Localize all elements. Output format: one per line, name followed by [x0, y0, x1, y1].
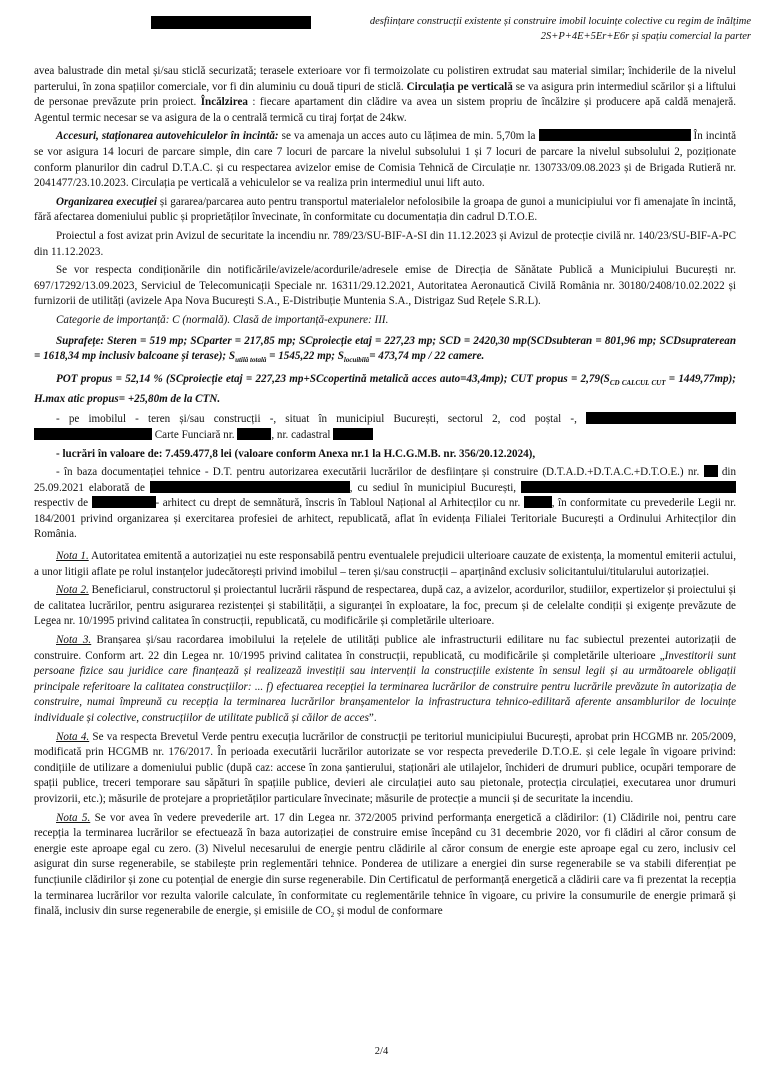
paragraph-property [34, 412, 736, 443]
text: și modul de conformare [334, 905, 443, 918]
redaction-block [237, 428, 271, 440]
text: ”. [368, 712, 377, 724]
paragraph-category: Categorie de importanță: C (normală). Clasă de importanță-expunere: III. [56, 313, 389, 326]
text: Autoritatea emitentă a autorizației nu este responsabilă pentru eventualele prejudicii ulterioare cauzate de existența, la momentul emiterii actului, a unor litigii aflate pe rolul instanțelor judecătorești privind imobilul – teren și/sau construcții – aparținând exclusiv solicitantului/titularului autorizației. [34, 550, 736, 578]
header-line-2: 2S+P+4E+5Er+E6r și spațiu comercial la parter [540, 31, 751, 42]
text: Beneficiarul, constructorul și proiectantul lucrării răspund de respectarea, după caz, a avizelor, acordurilor, studiilor, expertizelor și proiectului și de calitatea lucrărilor, pentru asigurarea rezistenței și stabilității, a siguranței în exploatare, la foc, precum și de celelalte condiții și exigențe prevăzute de Legea nr. 10/1995 privind calitatea în construcții, republicată, cu modificările și completările ulterioare. [34, 584, 736, 628]
paragraph-documentation [34, 465, 736, 543]
text: - arhitect cu drept de semnătură, înscris în Tabloul Național al Arhitecților cu nr. [155, 497, 521, 510]
note-label: Nota 5. [56, 811, 91, 824]
document-body [34, 64, 736, 927]
redaction-block [539, 129, 691, 141]
note-5 [34, 811, 736, 924]
page-header [151, 14, 751, 44]
redaction-block [150, 481, 350, 493]
note-1 [34, 549, 736, 580]
redaction-block [521, 481, 736, 493]
text: : fiecare apartament din clădire va avea un sistem propriu de încălzire și producere apă caldă menajeră. Agentul termic necesar se va asigura de la o centrală termică cu tiraj forțat de 24kw. [34, 96, 736, 124]
text: - pe imobilul - teren și/sau construcții -, situat în municipiul București, sectorul 2, cod poștal -, [56, 413, 577, 426]
text: avea balustrade din metal și/sau sticlă securizată; terasele exterioare vor fi termoizolate cu polistiren extrudat sau material similar; închiderile de la nivelul parterului, în zona spațiilor comerciale, vor fi din aluminiu cu două tipuri de sticlă. [34, 65, 736, 93]
note-label: Nota 1. [56, 550, 89, 563]
note-label: Nota 2. [56, 584, 89, 597]
text: = 1449,77mp); H.max atic propus= +25,80m de la CTN. [34, 372, 736, 405]
text: În incintă se vor asigura 14 locuri de parcare simple, din care 7 locuri de parcare la nivelul subsolului 1 și 7 locuri de parcare la nivelul subsolului 2, poziționate conform planurilor din cadrul D.T.A.C. și cu respectarea avizelor emise de Comisia Tehnică de Circulație nr. 130733/09.08.2023 și de Brigada Rutieră nr. 2041477/23.10.2023. Circulația pe verticală a vehiculelor se va realiza prin intermediul unui lift auto. [34, 130, 736, 190]
text: , nr. cadastral [271, 428, 331, 441]
paragraph-site-organisation [34, 195, 736, 226]
text: - în baza documentației tehnice - D.T. pentru autorizarea executării lucrărilor de desființare și construire (D.T.A.D.+D.T.A.C.+D.T.O.E.) nr. [56, 466, 700, 479]
redaction-block [333, 428, 373, 440]
subscript: locuibilă [343, 356, 370, 365]
text: respectiv de [34, 497, 89, 510]
note-label: Nota 3. [56, 634, 92, 647]
paragraph-areas [34, 334, 736, 369]
redaction-block [704, 465, 718, 477]
header-line-1: desființare construcții existente și construire imobil locuințe colective cu regim de înălțime [369, 16, 751, 27]
text: Branșarea și/sau racordarea imobilului la rețelele de utilități publice ale infrastructurii edilitare nu fac subiectul prezentei autorizații de construire. Conform art. 22 din Legea nr. 10/1995 privind calitatea în construcții, republicată, cu modificările și completările ulterioare „ [34, 634, 737, 662]
redaction-block [586, 412, 736, 424]
text: Suprafețe: Steren = 519 mp; SCparter = 217,85 mp; SCproiecție etaj = 227,23 mp; SCD = 2420,30 mp(SCDsubteran = 801,96 mp; SCDsupraterean = 1618,34 mp inclusiv balcoane și terase); S [34, 334, 736, 363]
note-label: Nota 4. [56, 730, 90, 743]
paragraph-indicators [34, 372, 736, 407]
text: Carte Funciară nr. [152, 428, 235, 441]
subscript: CD CALCUL CUT [609, 379, 666, 388]
heading-inline: Încălzirea [200, 96, 248, 109]
text: = 1545,22 mp; S [266, 350, 344, 363]
heading-inline: Accesuri, staționarea autovehiculelor în incintă: [56, 130, 279, 143]
text: , în conformitate cu prevederile Legii nr. 184/2001 privind organizarea și exercitarea profesiei de arhitect, republicată, aflat în evidența Filialei Teritoriale București a Ordinului Arhitecților din România. [34, 497, 736, 541]
text: POT propus = 52,14 % (SCproiecție etaj = 227,23 mp+SCcopertină metalică acces auto=43,4mp); CUT propus = 2,79(S [56, 372, 610, 385]
note-3 [34, 633, 736, 727]
paragraph-finishes [34, 64, 736, 126]
text: se va asigura prin intermediul scărilor și a liftului de personae prevăzute prin proiect. [34, 80, 736, 109]
subscript: 2 [330, 911, 335, 920]
paragraph-fire-approval: Proiectul a fost avizat prin Avizul de securitate la incendiu nr. 789/23/SU-BIF-A-SI din 11.12.2023 și Avizul de protecție civilă nr. 140/23/SU-BIF-A-PC din 11.12.2023. [34, 229, 736, 258]
note-2 [34, 583, 736, 630]
text: = 473,74 mp / 22 camere. [369, 350, 485, 363]
paragraph-approvals: Se vor respecta condiționările din notificările/avizele/acordurile/adresele emise de Direcția de Sănătate Publică a Municipiului București nr. 697/17292/13.09.2023, Serviciul de Telecomunicații Speciale nr. 16311/29.12.2021, Autoritatea Aeronautică Civilă România nr. 30180/2408/10.02.2022 și furnizorii de utilități (avizele Apa Nova București S.A., E-Distribuție Muntenia S.A., Distrigaz Sud Rețele S.R.L). [34, 264, 736, 308]
text: Se vor avea în vedere prevederile art. 17 din Legea nr. 372/2005 privind performanța energetică a clădirilor: (1) Clădirile noi, pentru care recepția la terminarea lucrărilor se efectuează în baza autorizației de construire emise începând cu 31 decembrie 2020, vor fi clădiri al căror consum de energie este aproape egal cu zero. (3) Nivelul necesarului de energie pentru clădirile al căror consum de energie este aproape egal cu zero, inclusiv cel asigurat din surse regenerabile, se stabilește prin reglementări tehnice. Ponderea de utilizare a energiei din surse regenerabile se va stabili diferențiat pe funcțiunile clădirilor și zone cu potențial de energie din surse regenerabile. Din Certificatul de performanță energetică a clădirii care va fi prezentat la recepția la terminarea lucrărilor vor rezulta valorile calculate, în conformitate cu reglementările tehnice în vigoare, cu privire la consumurile de energie primară și finală, inclusiv din surse regenerabile de energie, și emisiile de CO [34, 811, 737, 918]
page-number: 2/4 [374, 1046, 389, 1057]
redaction-block [34, 428, 152, 440]
heading-inline: Circulația pe verticală [406, 80, 513, 93]
text: din 25.09.2021 elaborată de [34, 466, 737, 494]
note-4 [34, 730, 736, 808]
text: , cu sediul în municipiul București, [349, 481, 517, 494]
redaction-block [524, 496, 552, 508]
redaction-block [92, 496, 156, 508]
text: și gararea/parcarea auto pentru transportul materialelor nefolosibile la groapa de gunoi a municipiului vor fi amenajate în incintă, fără afectarea domeniului public și proprietăților învecinate, în conformitate cu documentația din cadrul D.T.O.E. [34, 195, 736, 224]
text: Se va respecta Brevetul Verde pentru execuția lucrărilor de construcții pe teritoriul municipiului București, aprobat prin HCGMB nr. 205/2009, modificată prin HCGMB nr. 176/2017. În perioada executării lucrărilor autorizate se vor respecta prevederile D.T.O.E. și cele legale în vigoare privind: condițiile de utilizare a domeniului public (după caz: accese în zona șantierului, staționări ale utilajelor, închideri de drumuri publice, ocupări temporare de spații publice, treceri temporare sau săpături în spațiile publice, devieri ale circulației auto sau pietonale, protecția circulației, executarea unor drumuri provizorii, etc.); măsurile de protejare a proprietăților particulare învecinate; măsurile de protecție a muncii și de securitate la incendiu. [34, 730, 736, 805]
paragraph-value: - lucrări în valoare de: 7.459.477,8 lei (valoare conform Anexa nr.1 la H.C.G.M.B. nr. 356/20.12.2024), [56, 447, 536, 460]
text: se va amenaja un acces auto cu lățimea de min. 5,70m la [278, 130, 536, 143]
redaction-block [151, 16, 311, 29]
heading-inline: Organizarea execuției [56, 195, 157, 208]
quote: Investitorii sunt persoane fizice sau juridice care finanțează și realizează investiții sau intervenții la construcțiile existente în sensul legii și au următoarele obligații principale referitoare la calitatea construcțiilor: ... f) efectuarea recepției la terminarea lucrărilor de construire pentru lucrările prevăzute în autorizația de construire, numai împreună cu recepția la terminarea lucrărilor branșamentelor la infrastructura tehnico-edilitară aferente ansamblurilor de locuințe individuale și colective, construcțiilor de utilitate publică și căilor de acces [34, 649, 736, 724]
paragraph-access [34, 129, 736, 191]
subscript: utilă totală [235, 356, 267, 365]
